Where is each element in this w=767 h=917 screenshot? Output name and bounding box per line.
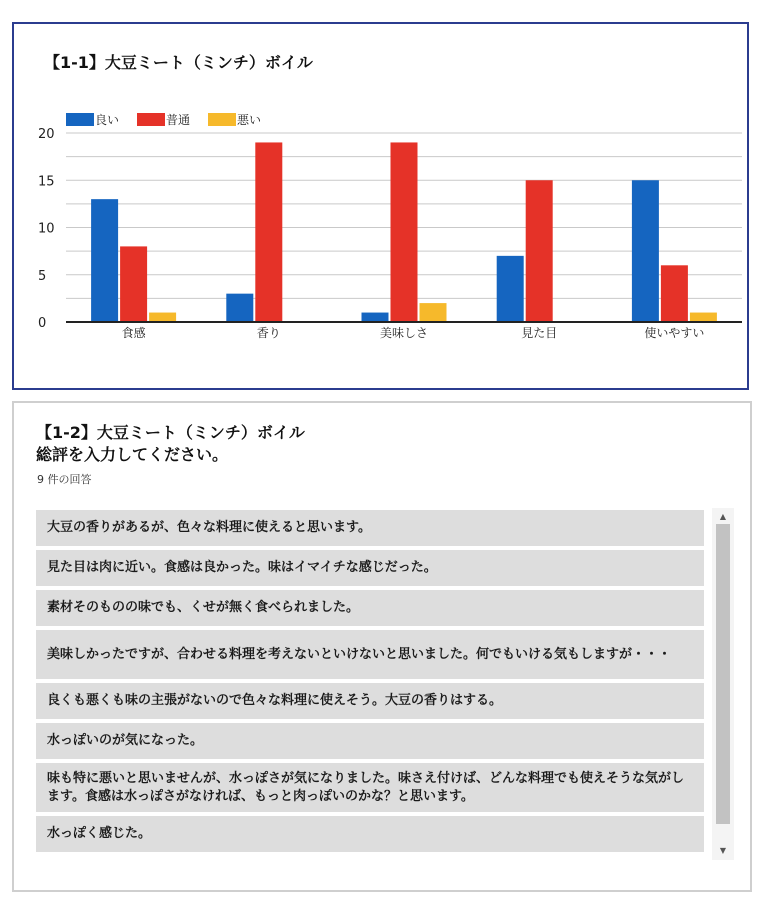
y-tick-label: 20 xyxy=(38,127,55,142)
legend-swatch xyxy=(208,113,236,126)
x-tick-label: 美味しさ xyxy=(379,326,429,340)
bar xyxy=(391,142,418,322)
question-title xyxy=(36,422,305,466)
bar xyxy=(497,256,524,322)
bar xyxy=(632,180,659,322)
response-count: 9 件の回答 xyxy=(37,473,92,486)
legend-label: 普通 xyxy=(166,113,191,127)
bar xyxy=(420,303,447,322)
list-item: 水っぽく感じた。 xyxy=(36,816,704,852)
bar xyxy=(362,313,389,322)
caret-down-icon[interactable]: ▼ xyxy=(719,846,727,855)
list-item: 見た目は肉に近い。食感は良かった。味はイマイチな感じだった。 xyxy=(36,550,704,586)
list-item: 美味しかったですが、合わせる料理を考えないといけないと思いました。何でもいける気もしますが・・・ xyxy=(36,630,704,679)
list-item: 大豆の香りがあるが、色々な料理に使えると思います。 xyxy=(36,510,704,546)
list-item: 水っぽいのが気になった。 xyxy=(36,723,704,759)
chart-title: 【1-1】大豆ミート（ミンチ）ボイル xyxy=(44,53,313,72)
y-tick-label: 5 xyxy=(38,268,47,284)
list-item: 味も特に悪いと思いませんが、水っぽさが気になりました。味さえ付けば、どんな料理でも使えそうな気がします。食感は水っぽさがなければ、もっと肉っぽいのかな？と思います。 xyxy=(36,763,704,812)
y-tick-label: 15 xyxy=(38,174,55,190)
list-item: 良くも悪くも味の主張がないので色々な料理に使えそう。大豆の香りはする。 xyxy=(36,683,704,719)
bar xyxy=(255,142,282,322)
bar xyxy=(526,180,553,322)
bar xyxy=(690,313,717,322)
x-tick-label: 香り xyxy=(256,326,281,340)
bar-chart xyxy=(0,0,767,400)
x-tick-label: 見た目 xyxy=(521,326,558,340)
bar xyxy=(149,313,176,322)
scroll-thumb[interactable] xyxy=(716,524,730,824)
bar xyxy=(661,265,688,322)
question-title-line1: 【1-2】大豆ミート（ミンチ）ボイル xyxy=(36,423,305,442)
list-item: 素材そのものの味でも、くせが無く食べられました。 xyxy=(36,590,704,626)
scrollbar[interactable] xyxy=(712,508,734,860)
x-tick-label: 使いやすい xyxy=(644,326,705,340)
bar xyxy=(120,246,147,322)
bar xyxy=(91,199,118,322)
legend-swatch xyxy=(66,113,94,126)
bar xyxy=(226,294,253,322)
y-tick-label: 10 xyxy=(38,221,55,237)
legend-label: 悪い xyxy=(237,113,262,127)
x-tick-label: 食感 xyxy=(121,326,146,340)
response-list[interactable] xyxy=(36,510,704,854)
legend-label: 良い xyxy=(95,113,120,127)
question-title-line2: 総評を入力してください。 xyxy=(36,445,229,464)
caret-up-icon[interactable]: ▲ xyxy=(719,512,727,521)
y-tick-label: 0 xyxy=(38,316,47,331)
legend-swatch xyxy=(137,113,165,126)
